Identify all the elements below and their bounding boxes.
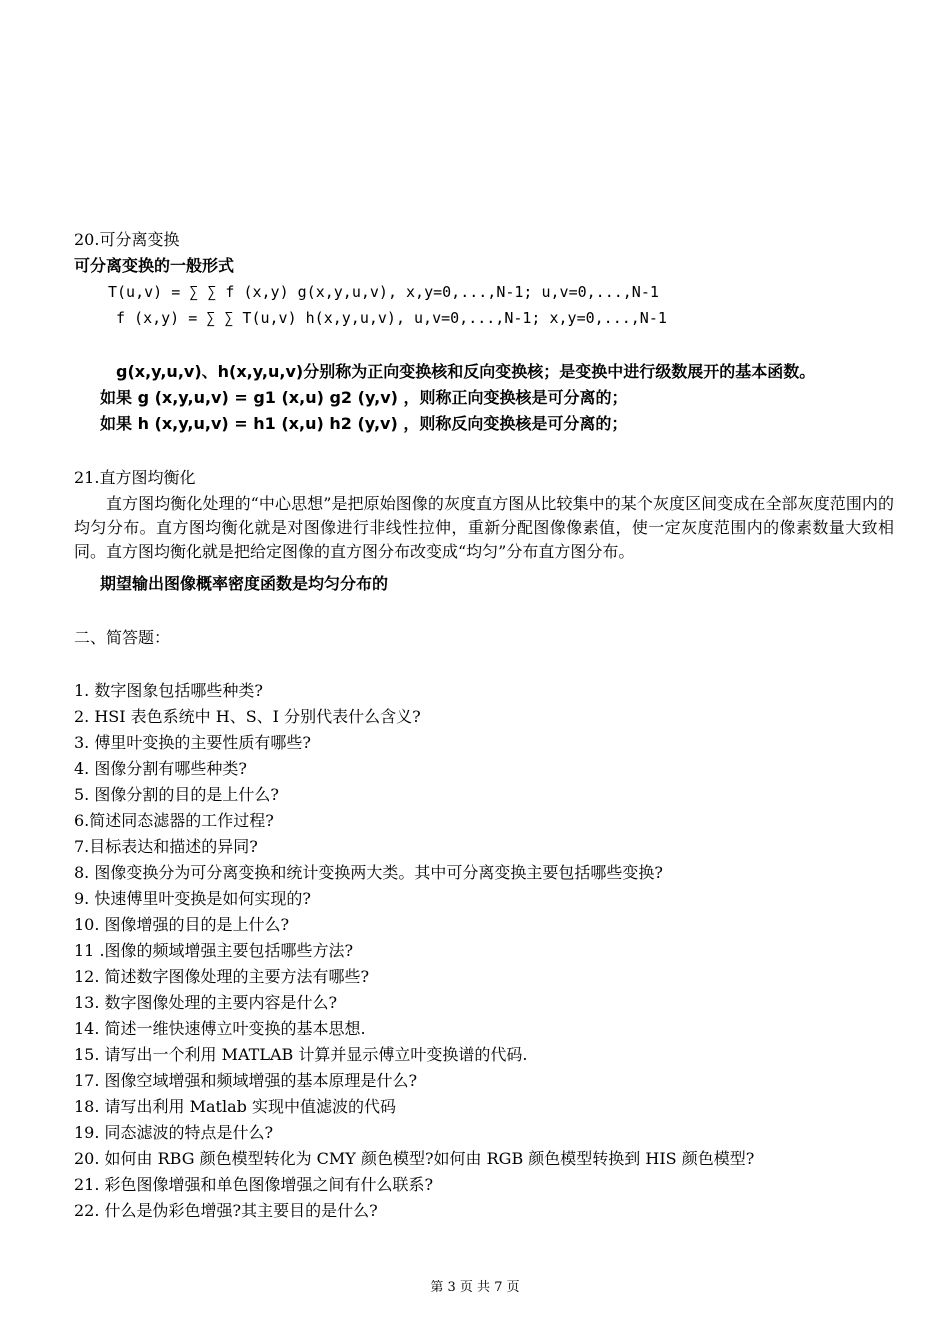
kernel-definition: g(x,y,u,v)、h(x,y,u,v)分别称为正向变换核和反向变换核；是变换中进行级数展开的基本函数。: [116, 362, 816, 381]
inverse-kernel-separable: 如果 h (x,y,u,v) = h1 (x,u) h2 (y,v) ，则称反向变换核是可分离的；: [100, 414, 628, 433]
forward-kernel-separable: 如果 g (x,y,u,v) = g1 (x,u) g2 (y,v) ，则称正向变换核是可分离的；: [100, 388, 628, 407]
section-21-heading: 21.直方图均衡化: [74, 468, 196, 487]
question-item: 18. 请写出利用 Matlab 实现中值滤波的代码: [74, 1097, 396, 1116]
question-item: 13. 数字图像处理的主要内容是什么?: [74, 993, 338, 1012]
question-item: 15. 请写出一个利用 MATLAB 计算并显示傅立叶变换谱的代码.: [74, 1045, 528, 1064]
question-item: 10. 图像增强的目的是上什么?: [74, 915, 290, 934]
question-item: 4. 图像分割有哪些种类?: [74, 759, 247, 778]
question-item: 14. 简述一维快速傅立叶变换的基本思想.: [74, 1019, 366, 1038]
question-item: 12. 简述数字图像处理的主要方法有哪些?: [74, 967, 370, 986]
question-item: 11 .图像的频域增强主要包括哪些方法?: [74, 941, 354, 960]
histogram-equalization-paragraph: 直方图均衡化处理的“中心思想”是把原始图像的灰度直方图从比较集中的某个灰度区间变成在全部灰度范围内的均匀分布。直方图均衡化就是对图像进行非线性拉伸，重新分配图像像素值，使一定灰度范围内的像素数量大致相同。直方图均衡化就是把给定图像的直方图分布改变成“均匀”分布直方图分布。: [74, 494, 894, 561]
question-item: 2. HSI 表色系统中 H、S、I 分别代表什么含义?: [74, 707, 421, 726]
short-answer-heading: 二、简答题：: [74, 628, 171, 647]
question-item: 9. 快速傅里叶变换是如何实现的?: [74, 889, 311, 908]
question-item: 7.目标表达和描述的异同?: [74, 837, 258, 856]
section-20-heading: 20.可分离变换: [74, 230, 180, 249]
question-item: 3. 傅里叶变换的主要性质有哪些?: [74, 733, 311, 752]
section-20-subheading: 可分离变换的一般形式: [74, 256, 235, 275]
question-item: 19. 同态滤波的特点是什么?: [74, 1123, 274, 1142]
histogram-equalization-emphasis: 期望输出图像概率密度函数是均匀分布的: [100, 574, 389, 593]
question-item: 6.简述同态滤器的工作过程?: [74, 811, 274, 830]
question-item: 17. 图像空域增强和频域增强的基本原理是什么?: [74, 1071, 418, 1090]
question-item: 5. 图像分割的目的是上什么?: [74, 785, 279, 804]
question-item: 21. 彩色图像增强和单色图像增强之间有什么联系?: [74, 1175, 434, 1194]
question-item: 1. 数字图象包括哪些种类?: [74, 681, 263, 700]
formula-inverse-transform: f (x,y) = ∑ ∑ T(u,v) h(x,y,u,v), u,v=0,...,N-1; x,y=0,...,N-1: [116, 309, 667, 327]
page-number-footer: 第 3 页 共 7 页: [430, 1280, 520, 1295]
question-item: 8. 图像变换分为可分离变换和统计变换两大类。其中可分离变换主要包括哪些变换?: [74, 863, 663, 882]
formula-forward-transform: T(u,v) = ∑ ∑ f (x,y) g(x,y,u,v), x,y=0,...,N-1; u,v=0,...,N-1: [108, 283, 659, 301]
question-item: 20. 如何由 RBG 颜色模型转化为 CMY 颜色模型?如何由 RGB 颜色模型转换到 HIS 颜色模型?: [74, 1149, 755, 1168]
question-item: 22. 什么是伪彩色增强?其主要目的是什么?: [74, 1201, 378, 1220]
